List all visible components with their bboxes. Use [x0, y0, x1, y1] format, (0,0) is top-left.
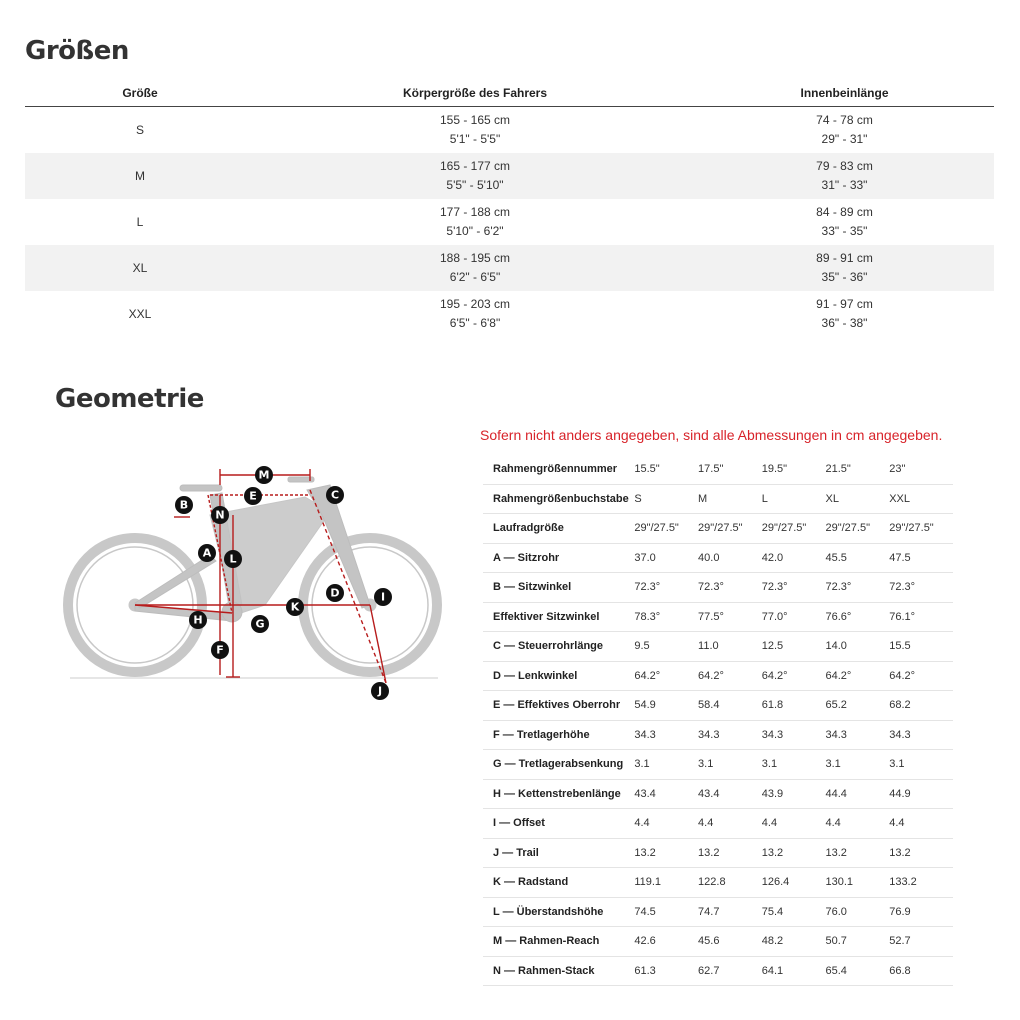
geometry-value-cell: 76.9 [889, 897, 953, 927]
geometry-row [483, 838, 953, 868]
geometry-row [483, 661, 953, 691]
geometry-value-cell: 64.2° [698, 661, 762, 691]
geometry-value-cell: 72.3° [825, 573, 889, 603]
geometry-value-cell: 13.2 [698, 838, 762, 868]
geometry-value-cell: 13.2 [825, 838, 889, 868]
inseam-cm: 74 - 78 cm [816, 113, 873, 127]
size-cell: XL [25, 245, 255, 291]
geometry-value-cell: 3.1 [889, 750, 953, 780]
geometry-row-label: Rahmengrößenbuchstabe [483, 484, 634, 514]
geometry-row-label: L — Überstandshöhe [483, 897, 634, 927]
geometry-value-cell: 76.6° [825, 602, 889, 632]
geometry-value-cell: 64.2° [825, 661, 889, 691]
inseam-cm: 79 - 83 cm [816, 159, 873, 173]
geometry-value-cell: M [698, 484, 762, 514]
geometry-value-cell: 62.7 [698, 956, 762, 986]
geometry-value-cell: 77.0° [762, 602, 826, 632]
badge-m [255, 466, 273, 484]
geometry-value-cell: 12.5 [762, 632, 826, 662]
geometry-value-cell: 126.4 [762, 868, 826, 898]
height-in: 5'10" - 6'2" [446, 224, 504, 238]
geometry-row [483, 455, 953, 484]
height-cm: 188 - 195 cm [439, 251, 511, 265]
geometry-value-cell: 43.9 [762, 779, 826, 809]
rider-height-cell [255, 107, 695, 154]
geometry-value-cell: 64.1 [762, 956, 826, 986]
geometry-row-label: F — Tretlagerhöhe [483, 720, 634, 750]
height-cm: 165 - 177 cm [439, 159, 511, 173]
geometry-row [483, 927, 953, 957]
geometry-value-cell: 72.3° [762, 573, 826, 603]
svg-text:J: J [377, 684, 383, 698]
badge-n [211, 506, 229, 524]
geometry-value-cell: 45.6 [698, 927, 762, 957]
geometry-value-cell: 42.6 [634, 927, 698, 957]
size-row [25, 245, 994, 291]
inseam-in: 31" - 33" [821, 178, 868, 192]
geometry-row [483, 779, 953, 809]
inseam-cm: 84 - 89 cm [816, 205, 873, 219]
geometry-value-cell: 45.5 [825, 543, 889, 573]
geometry-value-cell: 40.0 [698, 543, 762, 573]
geometry-row-label: K — Radstand [483, 868, 634, 898]
geometry-value-cell: 48.2 [762, 927, 826, 957]
geometry-value-cell: 13.2 [762, 838, 826, 868]
geometry-row-label: Effektiver Sitzwinkel [483, 602, 634, 632]
units-note: Sofern nicht anders angegeben, sind alle Abmessungen in cm angegeben. [480, 427, 943, 443]
svg-text:C: C [330, 488, 340, 502]
size-row [25, 291, 994, 337]
geometry-value-cell: 47.5 [889, 543, 953, 573]
geometry-value-cell: 66.8 [889, 956, 953, 986]
geometry-row-label: A — Sitzrohr [483, 543, 634, 573]
geometry-value-cell: 13.2 [889, 838, 953, 868]
height-cm: 177 - 188 cm [439, 205, 511, 219]
svg-text:G: G [255, 617, 265, 631]
height-cm: 155 - 165 cm [439, 113, 511, 127]
geometry-row-label: J — Trail [483, 838, 634, 868]
geometry-row [483, 809, 953, 839]
geometry-row-label: I — Offset [483, 809, 634, 839]
badge-l [224, 550, 242, 568]
rider-height-cell [255, 245, 695, 291]
size-cell: XXL [128, 306, 152, 321]
geometry-value-cell: 19.5" [762, 455, 826, 484]
geometry-value-cell: 4.4 [698, 809, 762, 839]
rider-height-cell [255, 291, 695, 337]
size-column-header: Größe [25, 80, 255, 107]
geometry-value-cell: XL [825, 484, 889, 514]
geometry-value-cell: 4.4 [825, 809, 889, 839]
geometry-value-cell: 58.4 [698, 691, 762, 721]
badge-j [371, 682, 389, 700]
geometry-value-cell: 3.1 [634, 750, 698, 780]
geometry-value-cell: 21.5" [825, 455, 889, 484]
geometry-value-cell: 15.5" [634, 455, 698, 484]
geometry-row-label: M — Rahmen-Reach [483, 927, 634, 957]
geometry-row-label: D — Lenkwinkel [483, 661, 634, 691]
size-cell: L [136, 214, 144, 229]
geometry-value-cell: S [634, 484, 698, 514]
geometry-value-cell: 43.4 [634, 779, 698, 809]
geometry-value-cell: 61.8 [762, 691, 826, 721]
geometry-value-cell: 3.1 [825, 750, 889, 780]
badge-f [211, 641, 229, 659]
geometry-table [483, 455, 953, 986]
svg-text:M: M [258, 468, 270, 482]
badge-h [189, 611, 207, 629]
height-in: 5'5" - 5'10" [446, 178, 504, 192]
inseam-cm: 89 - 91 cm [816, 251, 873, 265]
geometry-value-cell: 3.1 [762, 750, 826, 780]
geometry-value-cell: 72.3° [634, 573, 698, 603]
geometry-value-cell: 17.5" [698, 455, 762, 484]
svg-text:N: N [215, 508, 225, 522]
geometry-row [483, 573, 953, 603]
badge-a [198, 544, 216, 562]
geometry-value-cell: 44.9 [889, 779, 953, 809]
inseam-cell [695, 153, 994, 199]
rider-height-cell [255, 153, 695, 199]
geometry-value-cell: 76.0 [825, 897, 889, 927]
inseam-column-header: Innenbeinlänge [695, 80, 994, 107]
geometry-value-cell: 74.5 [634, 897, 698, 927]
svg-text:B: B [179, 498, 189, 512]
height-in: 6'5" - 6'8" [449, 316, 501, 330]
geometry-value-cell: 61.3 [634, 956, 698, 986]
geometry-value-cell: 29"/27.5" [889, 514, 953, 544]
geometry-value-cell: 50.7 [825, 927, 889, 957]
size-row [25, 153, 994, 199]
bike-geometry-diagram [60, 455, 460, 705]
svg-text:A: A [202, 546, 212, 560]
geometry-value-cell: 72.3° [889, 573, 953, 603]
geometry-value-cell: 133.2 [889, 868, 953, 898]
svg-text:I: I [380, 590, 386, 604]
geometry-value-cell: 77.5° [698, 602, 762, 632]
geometry-value-cell: 122.8 [698, 868, 762, 898]
inseam-in: 33" - 35" [821, 224, 868, 238]
geometry-value-cell: 68.2 [889, 691, 953, 721]
geometry-value-cell: 29"/27.5" [825, 514, 889, 544]
geometry-value-cell: 29"/27.5" [698, 514, 762, 544]
geometry-value-cell: 74.7 [698, 897, 762, 927]
geometry-row [483, 720, 953, 750]
geometry-value-cell: 119.1 [634, 868, 698, 898]
geometry-value-cell: 37.0 [634, 543, 698, 573]
svg-text:E: E [249, 489, 257, 503]
geometry-value-cell: 3.1 [698, 750, 762, 780]
geometry-value-cell: 130.1 [825, 868, 889, 898]
svg-text:H: H [193, 613, 203, 627]
geometry-row [483, 602, 953, 632]
geometry-row [483, 691, 953, 721]
geometry-row-label: Rahmengrößennummer [483, 455, 634, 484]
badge-g [251, 615, 269, 633]
inseam-cell [695, 291, 994, 337]
geometry-row-label: C — Steuerrohrlänge [483, 632, 634, 662]
geometry-row-label: B — Sitzwinkel [483, 573, 634, 603]
geometry-value-cell: 11.0 [698, 632, 762, 662]
geometry-value-cell: 43.4 [698, 779, 762, 809]
geometry-value-cell: 42.0 [762, 543, 826, 573]
svg-text:K: K [290, 600, 300, 614]
size-chart-table [25, 80, 994, 337]
geometry-value-cell: 72.3° [698, 573, 762, 603]
inseam-in: 35" - 36" [821, 270, 868, 284]
geometry-value-cell: 29"/27.5" [634, 514, 698, 544]
svg-text:D: D [330, 586, 340, 600]
size-row [25, 199, 994, 245]
geometry-value-cell: 4.4 [889, 809, 953, 839]
geometry-value-cell: 29"/27.5" [762, 514, 826, 544]
rider-height-cell [255, 199, 695, 245]
geometry-value-cell: 76.1° [889, 602, 953, 632]
badge-i [374, 588, 392, 606]
geometry-row-label: N — Rahmen-Stack [483, 956, 634, 986]
geometry-value-cell: 34.3 [634, 720, 698, 750]
geometry-value-cell: 78.3° [634, 602, 698, 632]
geometry-value-cell: 23" [889, 455, 953, 484]
svg-text:F: F [216, 643, 224, 657]
sizes-title: Größen [25, 36, 129, 66]
geometry-value-cell: 54.9 [634, 691, 698, 721]
geometry-row [483, 868, 953, 898]
geometry-value-cell: 13.2 [634, 838, 698, 868]
badge-k [286, 598, 304, 616]
inseam-cell [695, 199, 994, 245]
geometry-value-cell: 14.0 [825, 632, 889, 662]
inseam-in: 29" - 31" [821, 132, 868, 146]
geometry-row-label: G — Tretlagerabsenkung [483, 750, 634, 780]
geometry-row-label: E — Effektives Oberrohr [483, 691, 634, 721]
size-chart-header-row [25, 80, 994, 107]
geometry-value-cell: 34.3 [762, 720, 826, 750]
height-in: 5'1" - 5'5" [449, 132, 501, 146]
geometry-row [483, 484, 953, 514]
geometry-value-cell: 44.4 [825, 779, 889, 809]
geometry-row [483, 632, 953, 662]
badge-b [175, 496, 193, 514]
inseam-cell [695, 107, 994, 154]
rider-height-column-header: Körpergröße des Fahrers [255, 80, 695, 107]
size-row [25, 107, 994, 154]
geometry-value-cell: 4.4 [634, 809, 698, 839]
geometry-value-cell: 34.3 [698, 720, 762, 750]
geometry-value-cell: 4.4 [762, 809, 826, 839]
geometry-value-cell: XXL [889, 484, 953, 514]
geometry-row-label: Laufradgröße [483, 514, 634, 544]
geometry-value-cell: 75.4 [762, 897, 826, 927]
inseam-cell [695, 245, 994, 291]
geometry-value-cell: 34.3 [889, 720, 953, 750]
geometry-row [483, 897, 953, 927]
svg-text:L: L [229, 552, 237, 566]
geometry-value-cell: 15.5 [889, 632, 953, 662]
geometry-value-cell: 34.3 [825, 720, 889, 750]
geometry-value-cell: 64.2° [889, 661, 953, 691]
geometry-value-cell: L [762, 484, 826, 514]
geometry-row [483, 514, 953, 544]
badge-e [244, 487, 262, 505]
badge-c [326, 486, 344, 504]
geometry-row [483, 543, 953, 573]
inseam-cm: 91 - 97 cm [816, 297, 873, 311]
size-cell: S [135, 122, 144, 137]
inseam-in: 36" - 38" [821, 316, 868, 330]
height-cm: 195 - 203 cm [439, 297, 511, 311]
geometry-title: Geometrie [55, 384, 204, 414]
geometry-row [483, 750, 953, 780]
badge-d [326, 584, 344, 602]
geometry-value-cell: 52.7 [889, 927, 953, 957]
size-cell: M [25, 153, 255, 199]
geometry-value-cell: 65.4 [825, 956, 889, 986]
geometry-value-cell: 65.2 [825, 691, 889, 721]
geometry-value-cell: 64.2° [762, 661, 826, 691]
geometry-row [483, 956, 953, 986]
geometry-value-cell: 64.2° [634, 661, 698, 691]
height-in: 6'2" - 6'5" [449, 270, 501, 284]
geometry-value-cell: 9.5 [634, 632, 698, 662]
geometry-row-label: H — Kettenstrebenlänge [483, 779, 634, 809]
